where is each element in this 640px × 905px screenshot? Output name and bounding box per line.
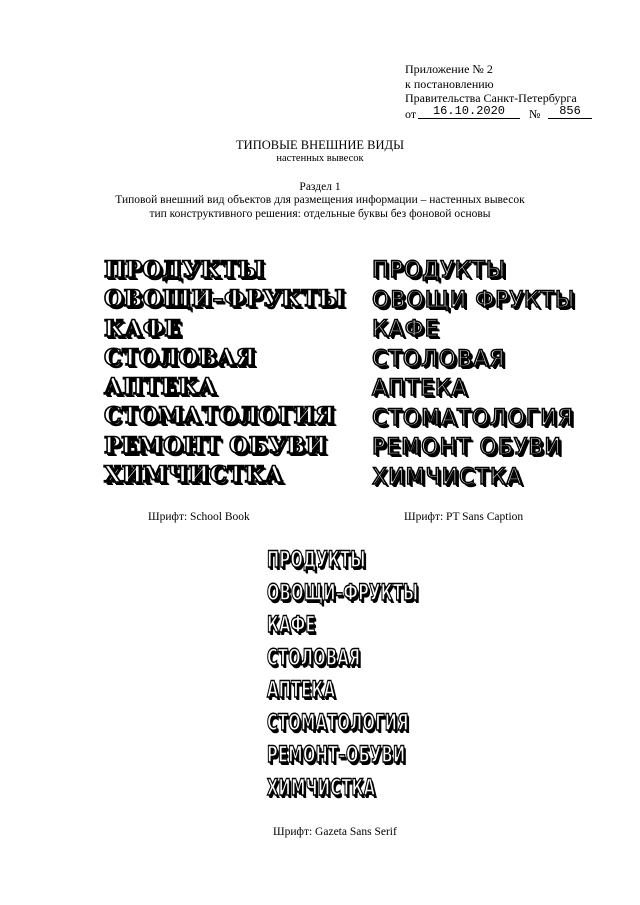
sign-sample: АПТЕКА	[104, 374, 217, 401]
date-prefix: от	[405, 106, 417, 121]
school-book-caption: Шрифт: School Book	[148, 511, 250, 523]
appendix-number: Приложение № 2	[405, 62, 493, 76]
gazeta-sans-serif-signs	[267, 545, 496, 805]
pt-sans-caption-signs	[372, 256, 575, 492]
sign-sample: ПРОДУКТЫ	[104, 257, 265, 283]
appendix-header	[405, 62, 581, 122]
document-subtitle: настенных вывесок	[276, 153, 364, 164]
sign-sample: АПТЕКА	[372, 376, 468, 401]
document-title: ТИПОВЫЕ ВНЕШНИЕ ВИДЫ	[236, 138, 404, 152]
sign-sample: РЕМОНТ ОБУВИ	[104, 432, 327, 459]
sign-sample: КАФЕ	[372, 317, 440, 342]
sign-sample: СТОЛОВАЯ	[267, 645, 361, 671]
number-sign: №	[529, 106, 541, 121]
sign-sample: КАФЕ	[104, 315, 182, 342]
resolution-date: 16.10.2020	[418, 104, 520, 120]
appendix-government: Правительства Санкт-Петербурга	[405, 91, 577, 105]
sign-sample: СТОМАТОЛОГИЯ	[267, 710, 409, 736]
sign-sample: СТОМАТОЛОГИЯ	[104, 403, 335, 430]
section-label: Раздел 1	[299, 181, 341, 193]
sign-sample: ХИМЧИСТКА	[104, 462, 284, 489]
sign-sample: ХИМЧИСТКА	[372, 464, 523, 490]
appendix-to-resolution: к постановлению	[405, 76, 494, 91]
sign-sample: СТОЛОВАЯ	[372, 346, 506, 372]
sign-sample: ОВОЩИ–ФРУКТЫ	[267, 580, 419, 606]
sign-sample: СТОМАТОЛОГИЯ	[372, 405, 574, 431]
sign-sample: РЕМОНТ–ОБУВИ	[267, 743, 406, 768]
section-description-2: тип конструктивного решения: отдельные буквы без фоновой основы	[149, 208, 491, 220]
resolution-number: 856	[548, 104, 592, 120]
gazeta-sans-serif-caption: Шрифт: Gazeta Sans Serif	[273, 826, 397, 838]
appendix-date-line	[405, 103, 581, 122]
sign-sample: КАФЕ	[267, 613, 316, 638]
sign-sample: ХИМЧИСТКА	[267, 775, 376, 801]
sign-sample: АПТЕКА	[267, 678, 336, 703]
sign-sample: РЕМОНТ ОБУВИ	[372, 435, 562, 460]
sign-sample: ПРОДУКТЫ	[267, 548, 366, 573]
sign-sample: ОВОЩИ ФРУКТЫ	[372, 287, 576, 313]
sign-sample: ПРОДУКТЫ	[372, 258, 507, 283]
pt-sans-caption-caption: Шрифт: PT Sans Caption	[404, 511, 524, 523]
sign-sample: ОВОЩИ–ФРУКТЫ	[104, 286, 346, 313]
section-description-1: Типовой внешний вид объектов для размещения информации – настенных вывесок	[115, 194, 525, 206]
school-book-signs	[104, 256, 345, 490]
sign-sample: СТОЛОВАЯ	[104, 344, 256, 371]
